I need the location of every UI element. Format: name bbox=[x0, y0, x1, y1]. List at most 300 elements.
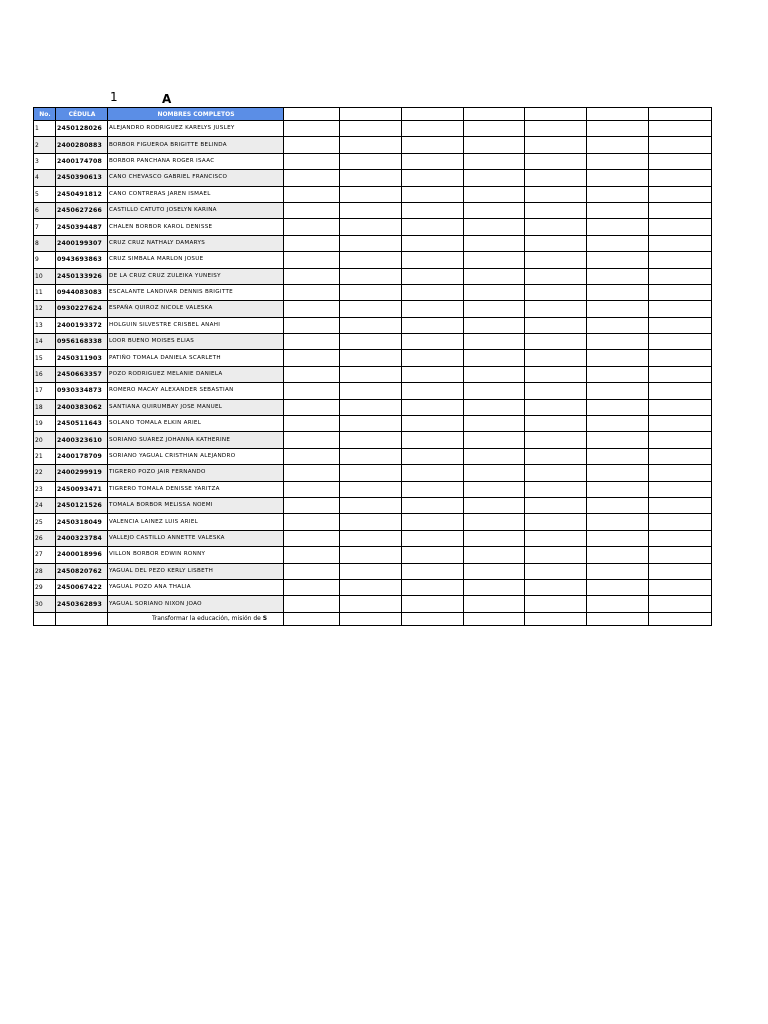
blank-cell bbox=[525, 317, 587, 333]
blank-cell bbox=[402, 612, 464, 625]
blank-header-cell bbox=[340, 108, 402, 121]
blank-cell bbox=[525, 465, 587, 481]
blank-cell bbox=[402, 366, 464, 382]
table-row bbox=[34, 186, 712, 202]
cell-no: 28 bbox=[34, 563, 56, 579]
blank-cell bbox=[340, 153, 402, 169]
blank-cell bbox=[464, 219, 525, 235]
blank-cell bbox=[340, 448, 402, 464]
blank-cell bbox=[402, 219, 464, 235]
blank-cell bbox=[587, 563, 649, 579]
table-row bbox=[34, 563, 712, 579]
cell-cedula: 2450820762 bbox=[56, 563, 108, 579]
blank-cell bbox=[525, 186, 587, 202]
blank-cell bbox=[284, 448, 340, 464]
blank-header-cell bbox=[525, 108, 587, 121]
table-row bbox=[34, 350, 712, 366]
cell-no: 8 bbox=[34, 235, 56, 251]
blank-cell bbox=[525, 579, 587, 595]
cell-no: 16 bbox=[34, 366, 56, 382]
blank-cell bbox=[587, 465, 649, 481]
blank-cell bbox=[340, 612, 402, 625]
blank-cell bbox=[284, 137, 340, 153]
cell-nombre: SORIANO YAGUAL CRISTHIAN ALEJANDRO bbox=[108, 448, 284, 464]
blank-cell bbox=[464, 399, 525, 415]
blank-cell bbox=[284, 252, 340, 268]
table-row bbox=[34, 612, 712, 625]
table-body bbox=[34, 121, 712, 626]
blank-cell bbox=[464, 366, 525, 382]
cell-nombre: ESPAÑA QUIROZ NICOLE VALESKA bbox=[108, 301, 284, 317]
cell-cedula: 2450128026 bbox=[56, 121, 108, 137]
blank-cell bbox=[340, 481, 402, 497]
blank-cell bbox=[464, 284, 525, 300]
blank-cell bbox=[464, 579, 525, 595]
blank-cell bbox=[402, 547, 464, 563]
cell-nombre: VALLEJO CASTILLO ANNETTE VALESKA bbox=[108, 530, 284, 546]
table-row bbox=[34, 399, 712, 415]
cell-no: 22 bbox=[34, 465, 56, 481]
cell-cedula: 2450627266 bbox=[56, 202, 108, 218]
blank-cell bbox=[649, 350, 712, 366]
blank-cell bbox=[587, 170, 649, 186]
blank-cell bbox=[402, 252, 464, 268]
table-row bbox=[34, 497, 712, 513]
cell-nombre: TOMALA BORBOR MELISSA NOEMI bbox=[108, 497, 284, 513]
blank-cell bbox=[649, 481, 712, 497]
blank-cell bbox=[649, 383, 712, 399]
cell-nombre: ROMERO MACAY ALEXANDER SEBASTIAN bbox=[108, 383, 284, 399]
blank-cell bbox=[402, 334, 464, 350]
blank-cell bbox=[284, 170, 340, 186]
blank-cell bbox=[649, 137, 712, 153]
cell-nombre: HOLGUIN SILVESTRE CRISBEL ANAHI bbox=[108, 317, 284, 333]
table-row bbox=[34, 481, 712, 497]
cell-nombre: CANO CHEVASCO GABRIEL FRANCISCO bbox=[108, 170, 284, 186]
blank-cell bbox=[284, 530, 340, 546]
blank-cell bbox=[525, 399, 587, 415]
blank-cell bbox=[340, 530, 402, 546]
blank-cell bbox=[340, 334, 402, 350]
cell-nombre: ESCALANTE LANDIVAR DENNIS BRIGITTE bbox=[108, 284, 284, 300]
table-row bbox=[34, 284, 712, 300]
cell-nombre: TIGRERO POZO JAIR FERNANDO bbox=[108, 465, 284, 481]
blank-cell bbox=[525, 547, 587, 563]
blank-cell bbox=[340, 350, 402, 366]
cell-nombre: POZO RODRIGUEZ MELANIE DANIELA bbox=[108, 366, 284, 382]
blank-cell bbox=[402, 432, 464, 448]
footer-text: Transformar la educación, misión de bbox=[152, 615, 261, 622]
table-row bbox=[34, 170, 712, 186]
blank-cell bbox=[284, 432, 340, 448]
blank-cell bbox=[402, 350, 464, 366]
blank-cell bbox=[587, 383, 649, 399]
blank-cell bbox=[284, 416, 340, 432]
blank-cell bbox=[525, 121, 587, 137]
blank-cell bbox=[402, 530, 464, 546]
table-row bbox=[34, 268, 712, 284]
blank-cell bbox=[525, 563, 587, 579]
blank-cell bbox=[587, 186, 649, 202]
cell-nombre: CASTILLO CATUTO JOSELYN KARINA bbox=[108, 202, 284, 218]
blank-cell bbox=[649, 366, 712, 382]
blank-cell bbox=[525, 284, 587, 300]
blank-cell bbox=[284, 350, 340, 366]
blank-cell bbox=[284, 481, 340, 497]
cell-nombre: CANO CONTRERAS JAREN ISMAEL bbox=[108, 186, 284, 202]
footer-slogan bbox=[152, 615, 267, 622]
blank-cell bbox=[464, 448, 525, 464]
cell-no: 14 bbox=[34, 334, 56, 350]
blank-cell bbox=[284, 284, 340, 300]
cell-no: 13 bbox=[34, 317, 56, 333]
blank-cell bbox=[649, 530, 712, 546]
blank-cell bbox=[402, 497, 464, 513]
blank-cell bbox=[402, 596, 464, 612]
table-row bbox=[34, 153, 712, 169]
blank-cell bbox=[587, 202, 649, 218]
blank-cell bbox=[587, 596, 649, 612]
blank-cell bbox=[649, 514, 712, 530]
blank-cell bbox=[284, 202, 340, 218]
blank-cell bbox=[284, 153, 340, 169]
blank-cell bbox=[587, 514, 649, 530]
blank-cell bbox=[464, 202, 525, 218]
blank-cell bbox=[587, 399, 649, 415]
cell-cedula: 2450318049 bbox=[56, 514, 108, 530]
table-row bbox=[34, 432, 712, 448]
blank-cell bbox=[340, 317, 402, 333]
cell-no: 4 bbox=[34, 170, 56, 186]
cell-cedula: 2400383062 bbox=[56, 399, 108, 415]
table-row bbox=[34, 219, 712, 235]
table-row bbox=[34, 383, 712, 399]
blank-cell bbox=[587, 137, 649, 153]
cell-no: 27 bbox=[34, 547, 56, 563]
blank-cell bbox=[587, 547, 649, 563]
blank-cell bbox=[284, 268, 340, 284]
blank-cell bbox=[464, 170, 525, 186]
blank-cell bbox=[464, 334, 525, 350]
blank-cell bbox=[464, 186, 525, 202]
blank-cell bbox=[340, 547, 402, 563]
table-row bbox=[34, 301, 712, 317]
table-row bbox=[34, 448, 712, 464]
footer-bold-letter: S bbox=[262, 615, 268, 622]
blank-cell bbox=[525, 432, 587, 448]
blank-cell bbox=[284, 235, 340, 251]
cell-cedula: 2450491812 bbox=[56, 186, 108, 202]
cell-cedula: 2400199307 bbox=[56, 235, 108, 251]
blank-cell bbox=[649, 153, 712, 169]
blank-cell bbox=[464, 153, 525, 169]
cell-cedula: 2450133926 bbox=[56, 268, 108, 284]
column-header-cedula: CÉDULA bbox=[56, 108, 108, 121]
cell-cedula: 2400280883 bbox=[56, 137, 108, 153]
blank-cell bbox=[525, 235, 587, 251]
blank-cell bbox=[464, 563, 525, 579]
cell-nombre: CHALEN BORBOR KAROL DENISSE bbox=[108, 219, 284, 235]
table-row bbox=[34, 416, 712, 432]
blank-cell bbox=[284, 334, 340, 350]
cell-nombre: VALENCIA LAINEZ LUIS ARIEL bbox=[108, 514, 284, 530]
blank-cell bbox=[649, 448, 712, 464]
blank-cell bbox=[340, 465, 402, 481]
table-row bbox=[34, 596, 712, 612]
blank-cell bbox=[649, 612, 712, 625]
blank-cell bbox=[340, 202, 402, 218]
blank-cell bbox=[464, 497, 525, 513]
cell-no: 3 bbox=[34, 153, 56, 169]
cell-nombre: YAGUAL DEL PEZO KERLY LISBETH bbox=[108, 563, 284, 579]
table-row bbox=[34, 579, 712, 595]
cell-no: 7 bbox=[34, 219, 56, 235]
blank-cell bbox=[587, 252, 649, 268]
blank-cell bbox=[525, 596, 587, 612]
cell-nombre: SORIANO SUAREZ JOHANNA KATHERINE bbox=[108, 432, 284, 448]
blank-cell bbox=[284, 465, 340, 481]
blank-cell bbox=[525, 481, 587, 497]
blank-cell bbox=[649, 219, 712, 235]
cell-cedula: 2400174708 bbox=[56, 153, 108, 169]
blank-cell bbox=[284, 366, 340, 382]
blank-cell bbox=[464, 416, 525, 432]
cell-cedula: 2400018996 bbox=[56, 547, 108, 563]
cell-no: 23 bbox=[34, 481, 56, 497]
blank-cell bbox=[402, 448, 464, 464]
blank-cell bbox=[587, 219, 649, 235]
table-row bbox=[34, 137, 712, 153]
cell-cedula: 2400323784 bbox=[56, 530, 108, 546]
blank-cell bbox=[587, 268, 649, 284]
blank-cell bbox=[340, 235, 402, 251]
blank-cell bbox=[340, 268, 402, 284]
blank-cell bbox=[649, 235, 712, 251]
blank-cell bbox=[340, 563, 402, 579]
column-header-nombres: NOMBRES COMPLETOS bbox=[108, 108, 284, 121]
blank-cell bbox=[587, 497, 649, 513]
blank-cell bbox=[464, 317, 525, 333]
blank-cell bbox=[464, 121, 525, 137]
blank-cell bbox=[284, 514, 340, 530]
cell-no: 18 bbox=[34, 399, 56, 415]
blank-cell bbox=[284, 563, 340, 579]
blank-cell bbox=[649, 596, 712, 612]
cell-no: 12 bbox=[34, 301, 56, 317]
table-row bbox=[34, 317, 712, 333]
blank-cell bbox=[464, 530, 525, 546]
blank-cell bbox=[464, 547, 525, 563]
blank-cell bbox=[402, 465, 464, 481]
blank-cell bbox=[340, 596, 402, 612]
blank-cell bbox=[587, 121, 649, 137]
blank-cell bbox=[525, 350, 587, 366]
cell-no: 20 bbox=[34, 432, 56, 448]
blank-cell bbox=[649, 268, 712, 284]
blank-cell bbox=[464, 268, 525, 284]
blank-cell bbox=[525, 448, 587, 464]
blank-cell bbox=[464, 465, 525, 481]
cell-no: 25 bbox=[34, 514, 56, 530]
blank-cell bbox=[284, 399, 340, 415]
blank-cell bbox=[464, 383, 525, 399]
blank-cell bbox=[340, 416, 402, 432]
column-header-no: No. bbox=[34, 108, 56, 121]
cell-nombre: SANTIANA QUIRUMBAY JOSE MANUEL bbox=[108, 399, 284, 415]
blank-cell bbox=[284, 579, 340, 595]
cell-nombre: CRUZ CRUZ NATHALY DAMARYS bbox=[108, 235, 284, 251]
cell-no: 29 bbox=[34, 579, 56, 595]
cell-no: 10 bbox=[34, 268, 56, 284]
blank-cell bbox=[587, 350, 649, 366]
cell-cedula: 2400193372 bbox=[56, 317, 108, 333]
blank-cell bbox=[649, 186, 712, 202]
blank-cell bbox=[340, 170, 402, 186]
blank-cell bbox=[649, 563, 712, 579]
blank-cell bbox=[340, 383, 402, 399]
cell-no: 30 bbox=[34, 596, 56, 612]
section-letter: A bbox=[162, 92, 172, 106]
blank-cell bbox=[587, 284, 649, 300]
table-row bbox=[34, 334, 712, 350]
blank-cell bbox=[284, 497, 340, 513]
cell-no bbox=[34, 612, 56, 625]
cell-nombre: BORBOR PANCHANA ROGER ISAAC bbox=[108, 153, 284, 169]
blank-cell bbox=[284, 121, 340, 137]
cell-no: 9 bbox=[34, 252, 56, 268]
blank-header-cell bbox=[284, 108, 340, 121]
blank-cell bbox=[284, 219, 340, 235]
table-row bbox=[34, 121, 712, 137]
blank-cell bbox=[525, 383, 587, 399]
student-roster-table bbox=[33, 107, 712, 626]
cell-nombre: CRUZ SIMBALA MARLON JOSUE bbox=[108, 252, 284, 268]
blank-cell bbox=[525, 514, 587, 530]
blank-cell bbox=[402, 579, 464, 595]
cell-cedula: 2450663357 bbox=[56, 366, 108, 382]
blank-cell bbox=[402, 170, 464, 186]
blank-cell bbox=[649, 301, 712, 317]
blank-cell bbox=[587, 612, 649, 625]
blank-cell bbox=[340, 252, 402, 268]
cell-no: 6 bbox=[34, 202, 56, 218]
blank-cell bbox=[587, 366, 649, 382]
blank-cell bbox=[340, 399, 402, 415]
blank-header-cell bbox=[402, 108, 464, 121]
cell-nombre: PATIÑO TOMALA DANIELA SCARLETH bbox=[108, 350, 284, 366]
blank-cell bbox=[525, 202, 587, 218]
cell-nombre: YAGUAL SORIANO NIXON JOAO bbox=[108, 596, 284, 612]
blank-cell bbox=[402, 416, 464, 432]
blank-cell bbox=[649, 465, 712, 481]
cell-cedula: 0943693863 bbox=[56, 252, 108, 268]
blank-cell bbox=[525, 612, 587, 625]
cell-no: 24 bbox=[34, 497, 56, 513]
blank-cell bbox=[402, 383, 464, 399]
blank-cell bbox=[402, 514, 464, 530]
cell-nombre: BORBOR FIGUEROA BRIGITTE BELINDA bbox=[108, 137, 284, 153]
blank-cell bbox=[402, 301, 464, 317]
blank-cell bbox=[340, 301, 402, 317]
blank-cell bbox=[340, 514, 402, 530]
blank-cell bbox=[587, 579, 649, 595]
blank-cell bbox=[464, 596, 525, 612]
blank-cell bbox=[402, 481, 464, 497]
blank-cell bbox=[402, 284, 464, 300]
cell-cedula: 2450067422 bbox=[56, 579, 108, 595]
blank-cell bbox=[402, 153, 464, 169]
blank-cell bbox=[649, 170, 712, 186]
blank-cell bbox=[587, 301, 649, 317]
blank-cell bbox=[402, 317, 464, 333]
blank-cell bbox=[525, 268, 587, 284]
cell-cedula bbox=[56, 612, 108, 625]
cell-nombre: DE LA CRUZ CRUZ ZULEIKA YUNEISY bbox=[108, 268, 284, 284]
blank-cell bbox=[649, 547, 712, 563]
blank-cell bbox=[464, 137, 525, 153]
blank-cell bbox=[525, 497, 587, 513]
blank-cell bbox=[464, 301, 525, 317]
blank-cell bbox=[340, 121, 402, 137]
blank-cell bbox=[402, 137, 464, 153]
blank-cell bbox=[402, 202, 464, 218]
blank-cell bbox=[464, 514, 525, 530]
blank-cell bbox=[340, 186, 402, 202]
cell-no: 19 bbox=[34, 416, 56, 432]
blank-cell bbox=[649, 284, 712, 300]
blank-cell bbox=[649, 334, 712, 350]
blank-cell bbox=[587, 530, 649, 546]
blank-cell bbox=[284, 547, 340, 563]
cell-no: 17 bbox=[34, 383, 56, 399]
cell-no: 26 bbox=[34, 530, 56, 546]
blank-cell bbox=[525, 137, 587, 153]
blank-cell bbox=[284, 383, 340, 399]
cell-nombre: LOOR BUENO MOISES ELIAS bbox=[108, 334, 284, 350]
blank-cell bbox=[525, 416, 587, 432]
blank-cell bbox=[525, 153, 587, 169]
blank-cell bbox=[649, 399, 712, 415]
cell-cedula: 2450121526 bbox=[56, 497, 108, 513]
blank-cell bbox=[402, 563, 464, 579]
blank-cell bbox=[340, 579, 402, 595]
cell-no: 15 bbox=[34, 350, 56, 366]
blank-cell bbox=[464, 350, 525, 366]
table-row bbox=[34, 235, 712, 251]
blank-cell bbox=[340, 284, 402, 300]
blank-cell bbox=[525, 530, 587, 546]
cell-nombre: VILLON BORBOR EDWIN RONNY bbox=[108, 547, 284, 563]
cell-no: 11 bbox=[34, 284, 56, 300]
blank-cell bbox=[340, 137, 402, 153]
list-number: 1 bbox=[110, 90, 118, 104]
table-row bbox=[34, 202, 712, 218]
table-header-row bbox=[34, 108, 712, 121]
cell-cedula: 2400299919 bbox=[56, 465, 108, 481]
table-row bbox=[34, 465, 712, 481]
blank-cell bbox=[464, 432, 525, 448]
blank-cell bbox=[649, 317, 712, 333]
cell-cedula: 0944083083 bbox=[56, 284, 108, 300]
blank-cell bbox=[649, 432, 712, 448]
cell-cedula: 2450362893 bbox=[56, 596, 108, 612]
blank-cell bbox=[402, 186, 464, 202]
blank-cell bbox=[587, 481, 649, 497]
blank-cell bbox=[587, 432, 649, 448]
cell-no: 5 bbox=[34, 186, 56, 202]
blank-header-cell bbox=[649, 108, 712, 121]
cell-cedula: 2400178709 bbox=[56, 448, 108, 464]
